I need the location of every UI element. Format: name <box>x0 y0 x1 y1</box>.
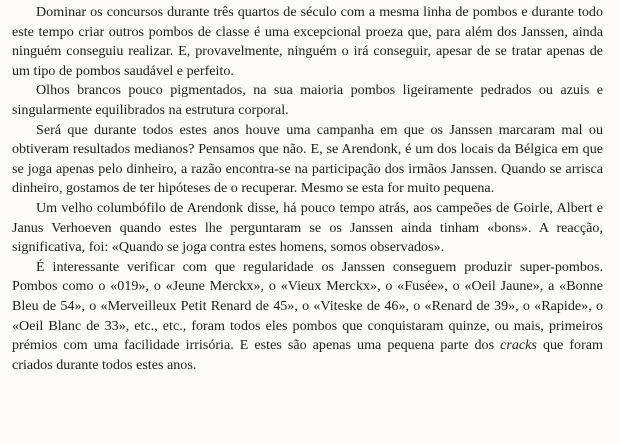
paragraph-1-text: Dominar os concursos durante três quartos de século com a mesma linha de pombos e durante todo este tempo criar outros pombos de classe é uma excepcional proeza que, para além dos Janssen, ainda ninguém conseguiu realizar. E, provavelmente, ninguém o irá conseguir, apesar de se tratar apenas de um tipo de pombos saudável e perfeito. <box>12 4 603 79</box>
paragraph-5-text: É interessante verificar com que regularidade os Janssen conseguem produzir super-pombos. Pombos como o «019», o «Jeune Merckx», o «Vieux Merckx», o «Fusée», o «Oeil Jaune», a «Bonne Bleu de 54», o «Merveilleux Petit Renard de 45», o «Viteske de 46», o «Renard de 39», o «Rapide», o «Oeil Blanc de 33», etc., etc., foram todos eles pombos que conquistaram quinze, ou mais, primeiros prémios com uma facilidade irrisória. E estes são apenas uma pequena parte dos <box>12 258 603 354</box>
paragraph-5-text-end: que foram criados durante todos estes anos. <box>12 337 603 373</box>
paragraph-5-italic-word: cracks <box>500 337 537 354</box>
paragraph-2-text: Olhos brancos pouco pigmentados, na sua maioria pombos ligeiramente pedrados ou azuis e singularmente equilibrados na estrutura corporal. <box>12 82 603 118</box>
paragraph-3 <box>12 121 603 199</box>
paragraph-5 <box>12 258 603 376</box>
paragraph-4-text: Um velho columbófilo de Arendonk disse, há pouco tempo atrás, aos campeões de Goirle, Albert e Janus Verhoeven quando estes lhe perguntaram se os Janssen ainda tinham «bons». A reacção, significativa, foi: «Quando se joga contra estes homens, somos observados». <box>12 199 603 256</box>
paragraph-2 <box>12 81 603 120</box>
paragraph-1 <box>12 3 603 81</box>
paragraph-3-text: Será que durante todos estes anos houve uma campanha em que os Janssen marcaram mal ou obtiveram resultados medianos? Pensamos que não. E, se Arendonk, é um dos locais da Bélgica em que se joga apenas pelo dinheiro, a razão encontra-se na participação dos irmãos Janssen. Quando se arrisca dinheiro, gostamos de ter hipóteses de o recuperar. Mesmo se esta for muito pequena. <box>12 121 603 197</box>
paragraph-4 <box>12 199 603 258</box>
